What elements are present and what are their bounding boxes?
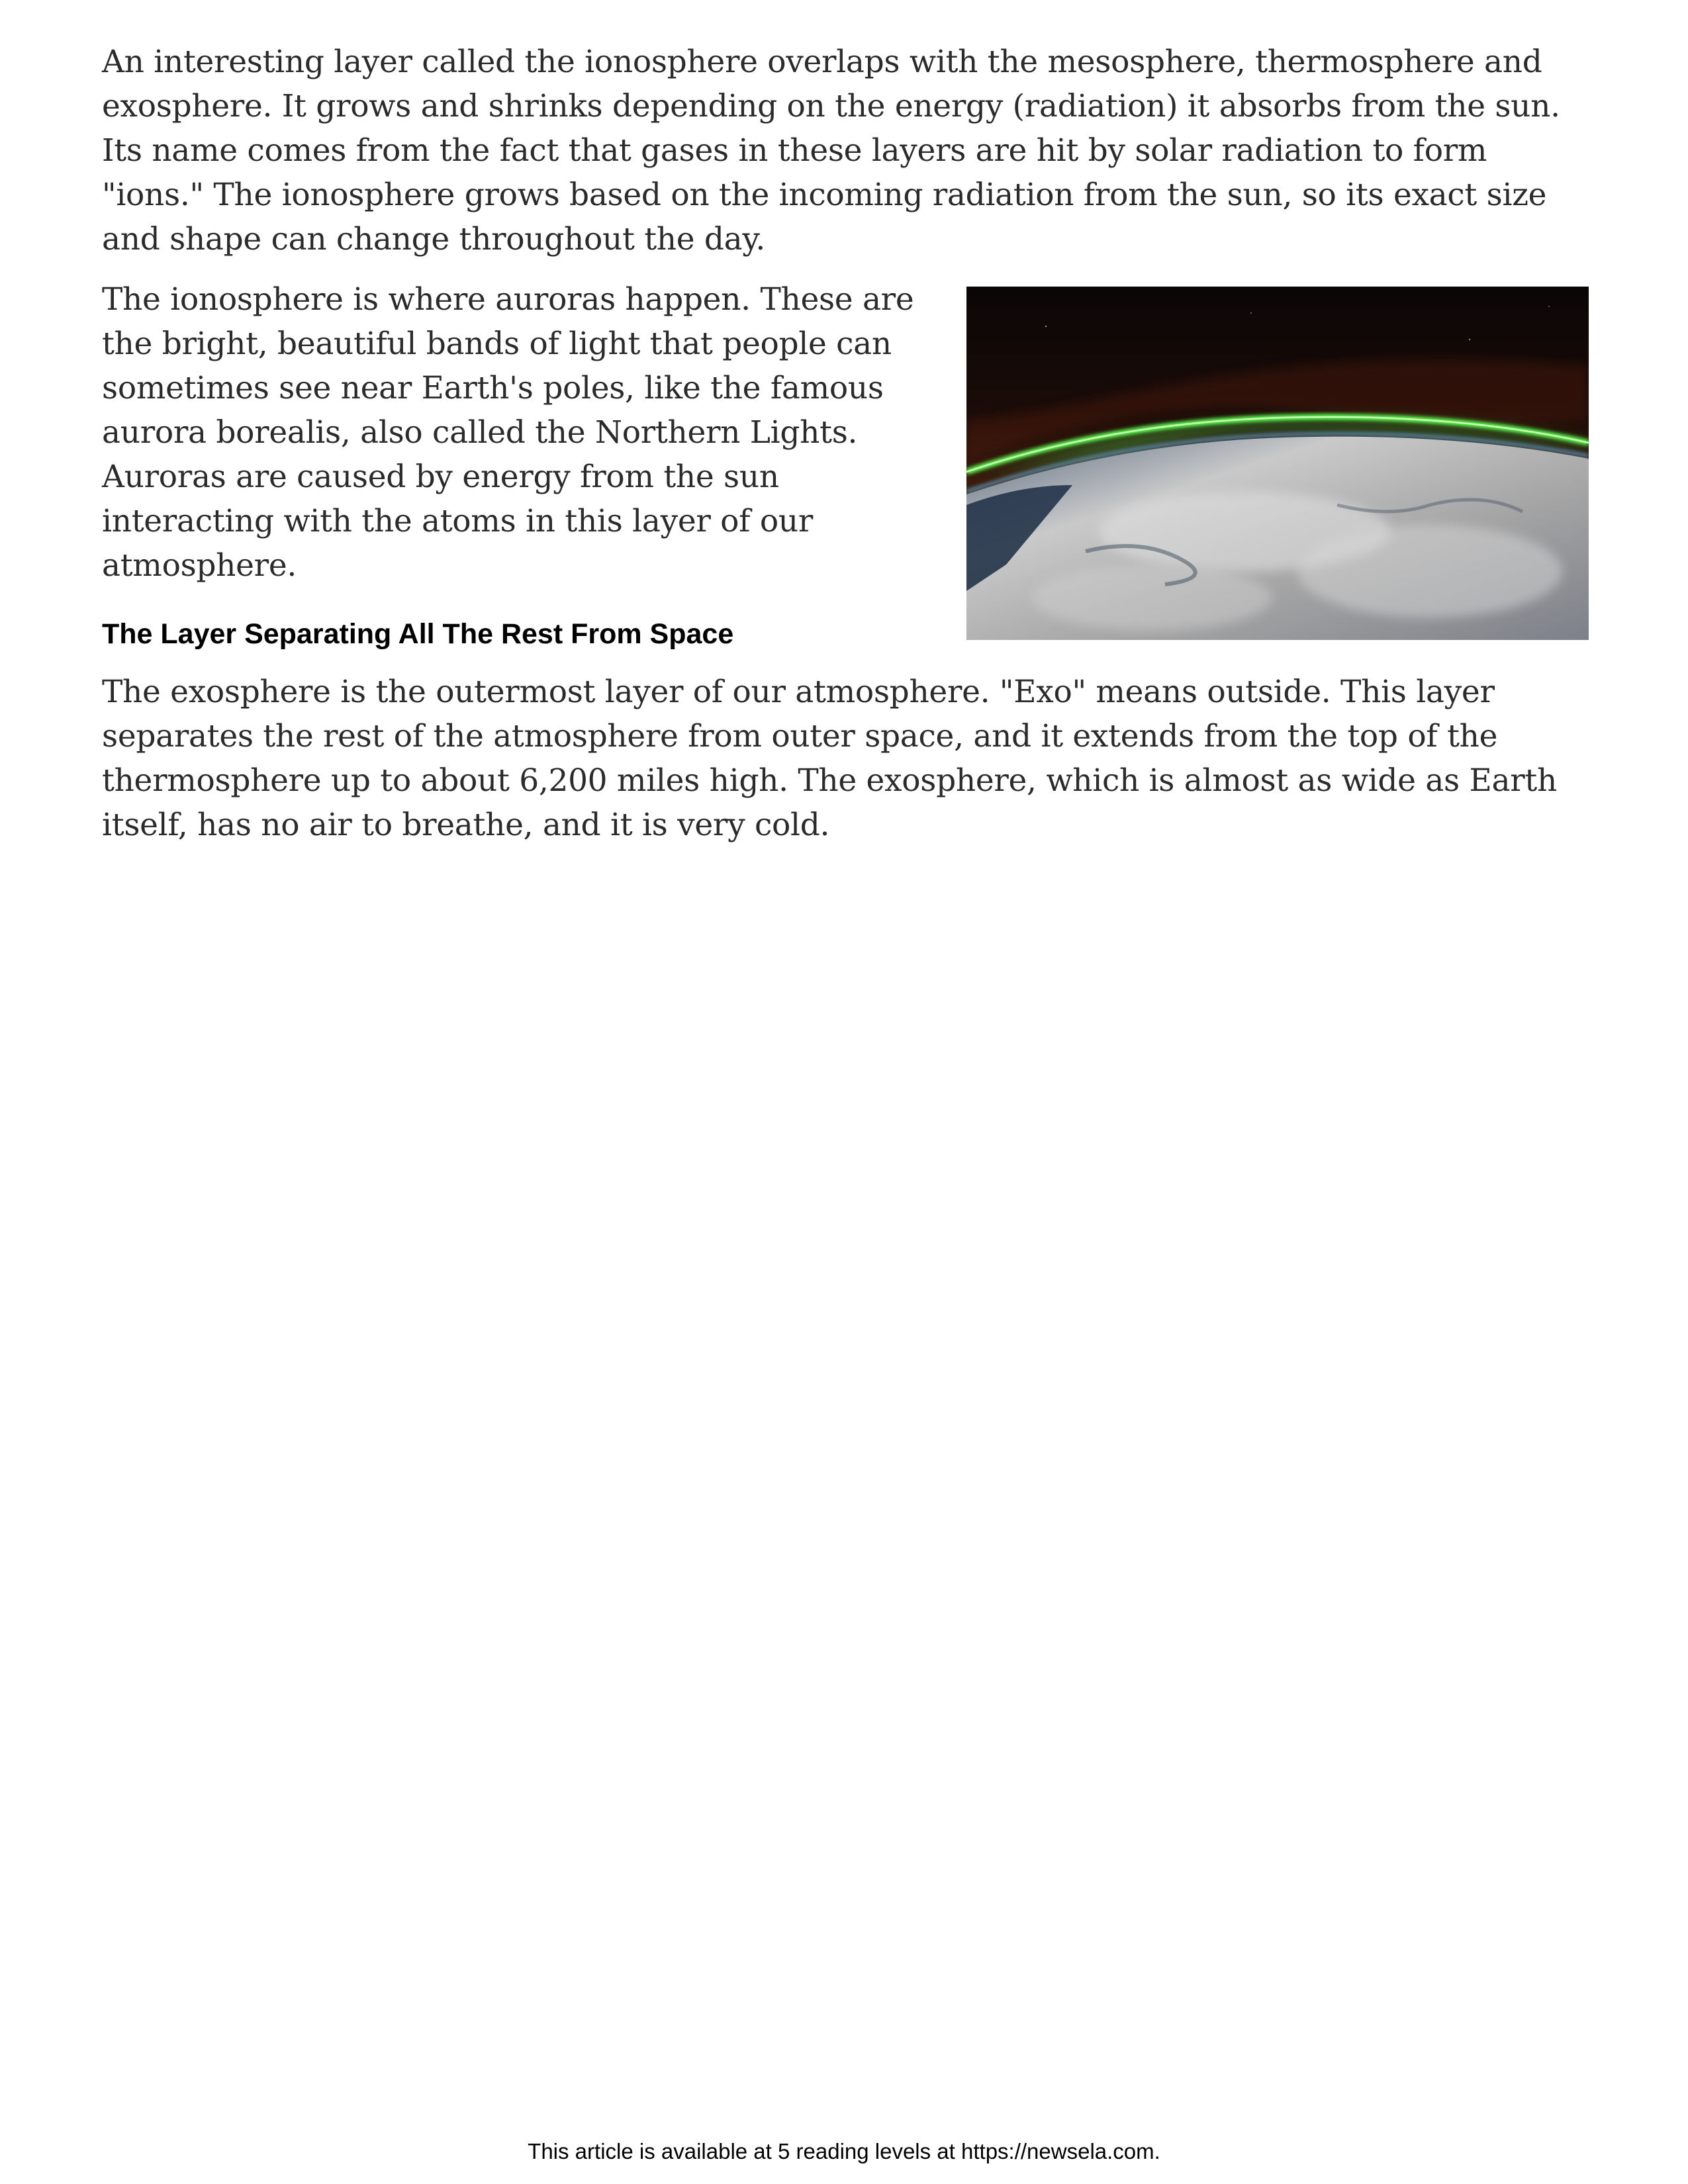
section-heading-exosphere: The Layer Separating All The Rest From Space	[102, 618, 734, 650]
aurora-over-earth-image	[966, 287, 1589, 640]
footer-note: This article is available at 5 reading levels at https://newsela.com.	[528, 2139, 1160, 2163]
paragraph-exosphere: The exosphere is the outermost layer of our atmosphere. "Exo" means outside. This layer separates the rest of the atmosphere from outer space, and it extends from the top of the thermosphere up to about 6,200 miles high. The exosphere, which is almost as wide as Earth itself, has no air to breathe, and it is very cold.	[102, 674, 1557, 843]
paragraph-ionosphere-intro: An interesting layer called the ionosphere overlaps with the mesosphere, thermosphere and exosphere. It grows and shrinks depending on the energy (radiation) it absorbs from the sun. Its name comes from the fact that gases in these layers are hit by solar radiation to form "ions." The ionosphere grows based on the incoming radiation from the sun, so its exact size and shape can change throughout the day.	[102, 44, 1560, 257]
article-body	[102, 40, 1589, 863]
paragraph-auroras: The ionosphere is where auroras happen. These are the bright, beautiful bands of light that people can sometimes see near Earth's poles, like the famous aurora borealis, also called the Northern Lights. Auroras are caused by energy from the sun interacting with the atoms in this layer of our atmosphere.	[102, 281, 914, 584]
aurora-photo	[966, 287, 1589, 640]
